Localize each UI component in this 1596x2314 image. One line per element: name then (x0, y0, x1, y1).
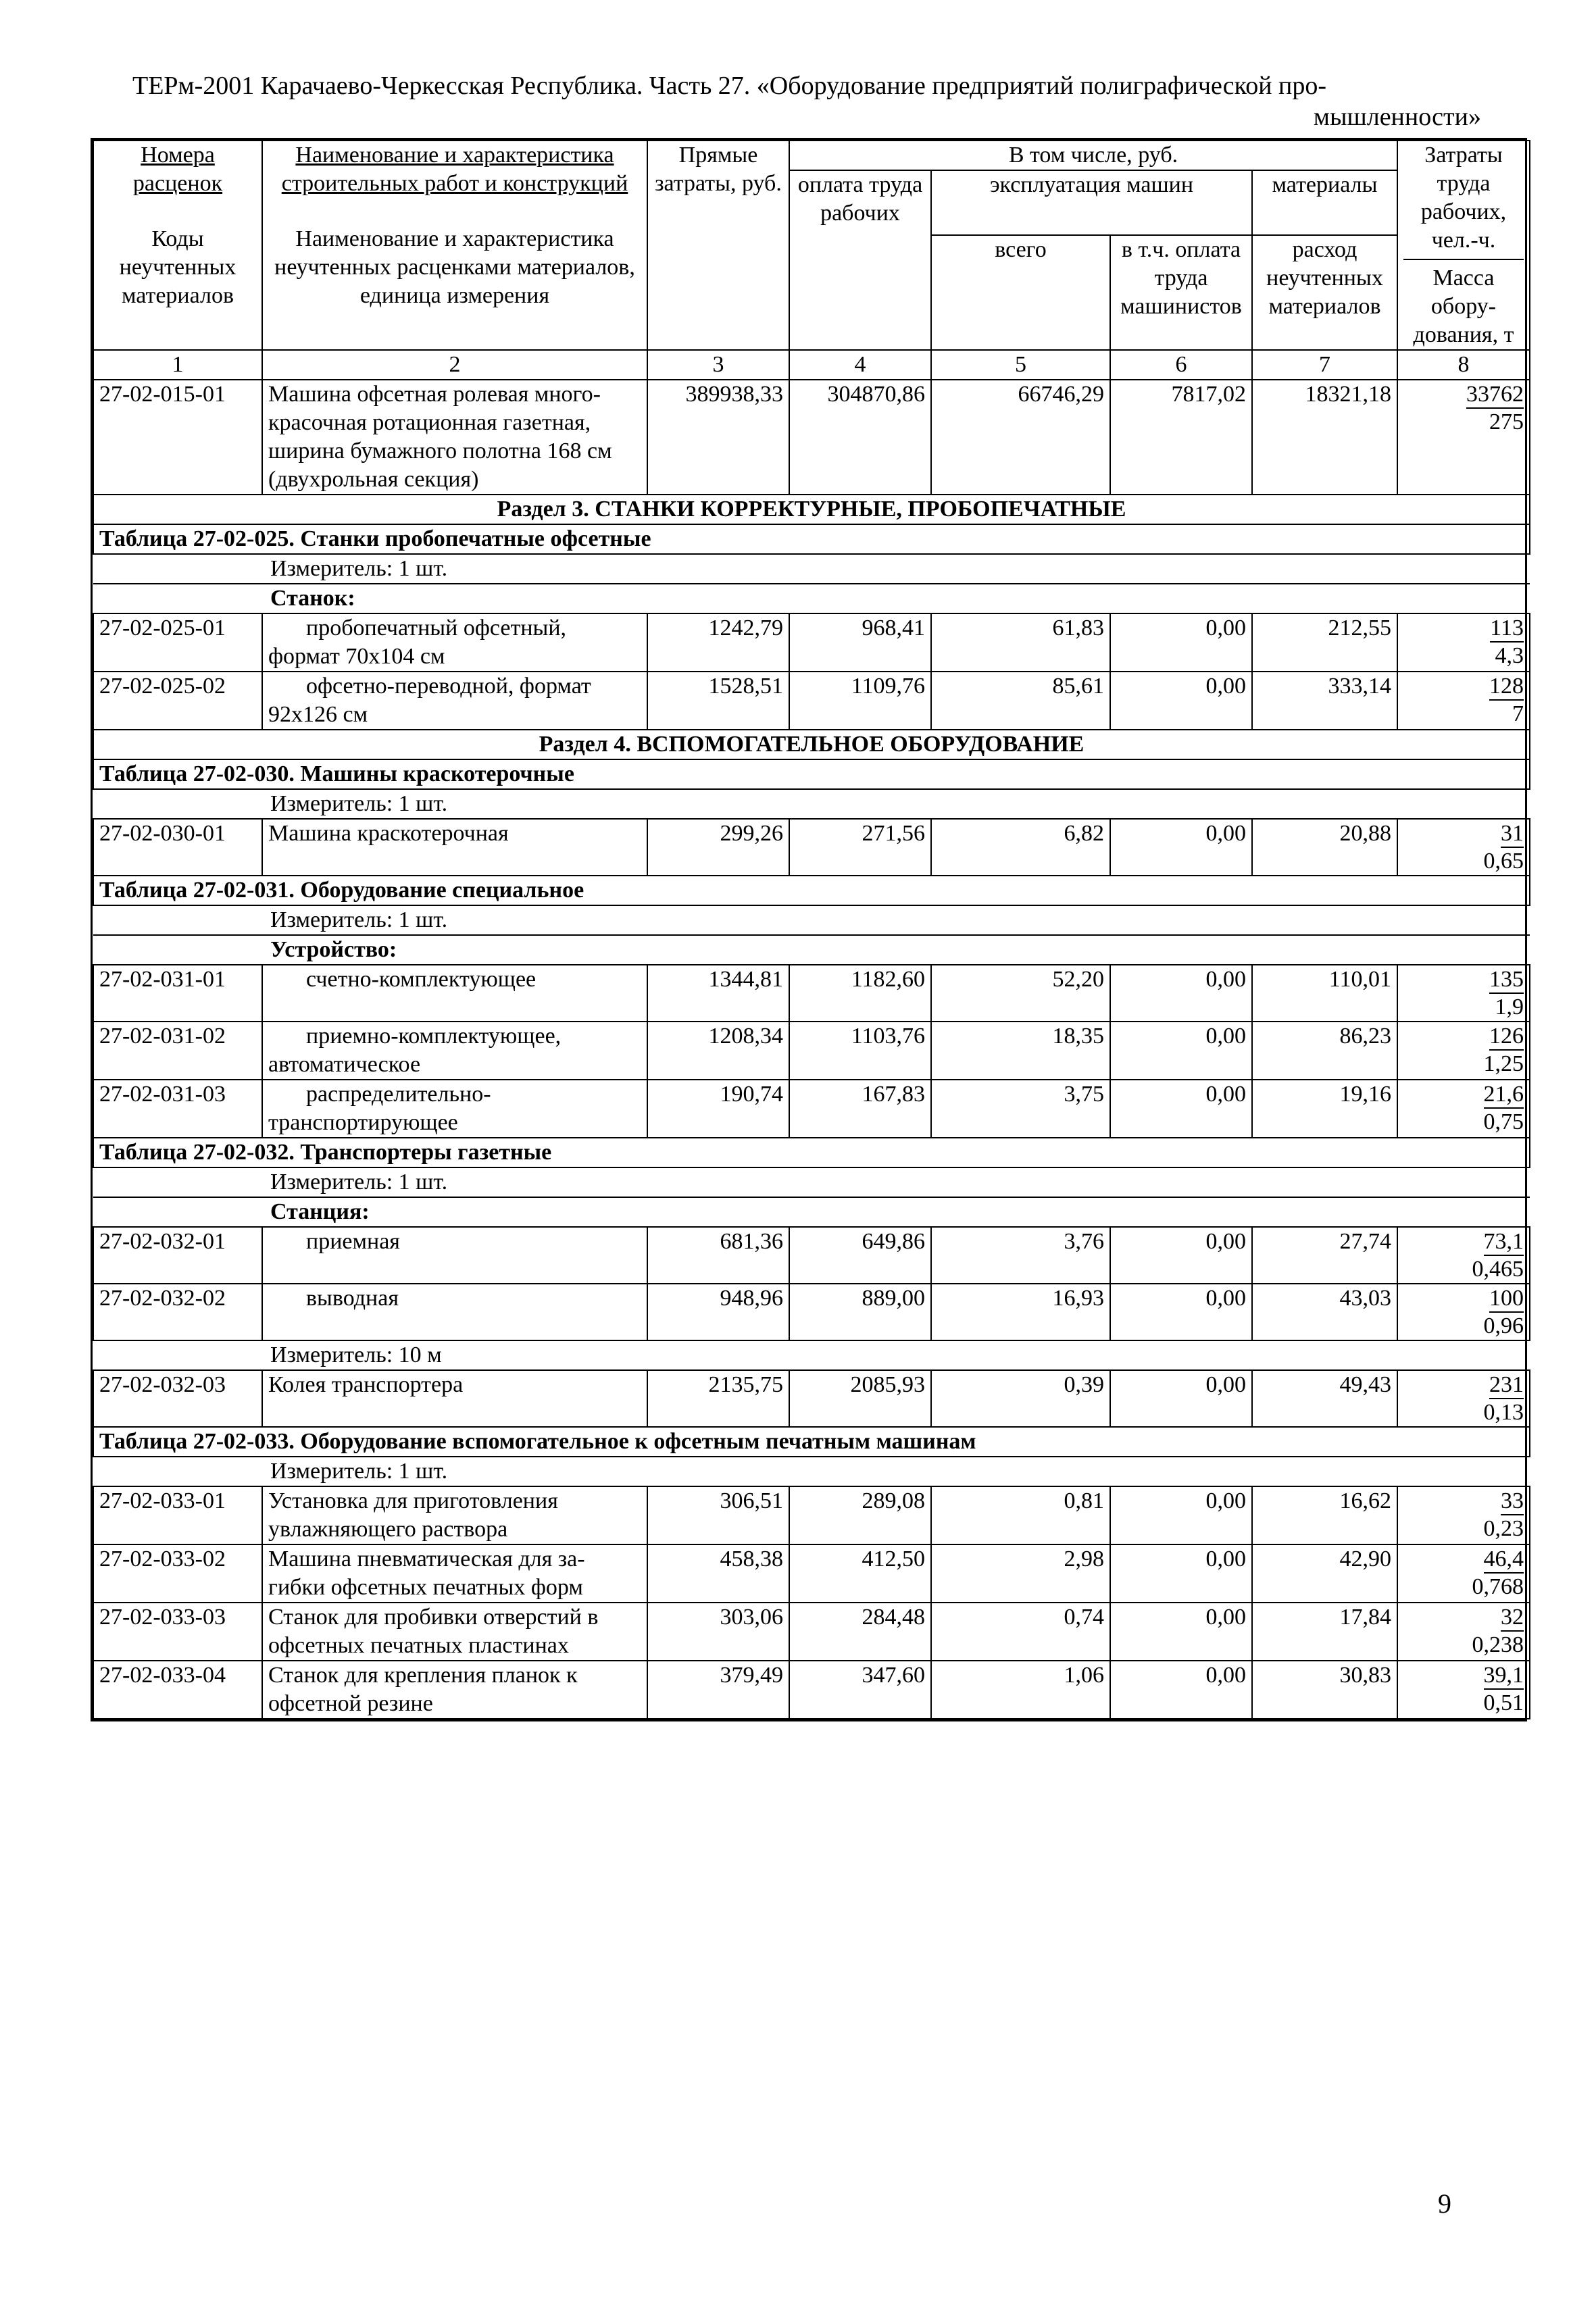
rate-name (262, 1370, 647, 1427)
measure-unit: Измеритель: 10 м (93, 1340, 1530, 1370)
rate-code: 27-02-030-01 (93, 819, 262, 876)
rate-name-line-2: 92x126 см (268, 702, 368, 727)
rate-code: 27-02-031-01 (93, 965, 262, 1022)
machines-incl: 0,00 (1110, 1080, 1252, 1138)
labor-hours-mass (1397, 613, 1530, 672)
page-number: 9 (1438, 2188, 1451, 2219)
rate-code: 27-02-025-02 (93, 672, 262, 730)
labor-hours-mass (1397, 965, 1530, 1022)
page-header (132, 70, 1484, 132)
labor-pay: 284,48 (789, 1603, 931, 1661)
materials-cost: 30,83 (1252, 1661, 1397, 1719)
table-row (93, 1370, 1530, 1427)
labor-hours-mass (1397, 1661, 1530, 1719)
table-row (93, 1603, 1530, 1661)
rate-code: 27-02-025-01 (93, 613, 262, 672)
labor-hours: 113 (1490, 615, 1524, 643)
rate-name-line-2: офсетной резине (268, 1691, 433, 1716)
labor-hours-mass (1397, 672, 1530, 730)
direct-costs: 681,36 (647, 1227, 789, 1284)
labor-hours-mass (1397, 1486, 1530, 1544)
rate-name (262, 1544, 647, 1603)
rate-name (262, 1227, 647, 1284)
rate-name (262, 965, 647, 1022)
materials-cost: 49,43 (1252, 1370, 1397, 1427)
labor-hours: 32 (1501, 1605, 1524, 1632)
direct-costs: 299,26 (647, 819, 789, 876)
rate-code: 27-02-031-03 (93, 1080, 262, 1138)
measure-unit: Измеритель: 1 шт. (93, 1167, 1530, 1197)
rate-name (262, 1486, 647, 1544)
rate-name-line-1: счетно-комплектующее (306, 967, 537, 992)
rate-name-line-1: офсетно-переводной, формат (306, 674, 591, 699)
rate-name-line-1: Колея транспортера (268, 1372, 464, 1397)
rate-name-line-2: гибки офсетных печатных форм (268, 1575, 583, 1600)
machines-total: 1,06 (931, 1661, 1110, 1719)
materials-cost: 42,90 (1252, 1544, 1397, 1603)
materials-cost: 18321,18 (1252, 380, 1397, 495)
table-title: Таблица 27-02-030. Машины краскотерочные (93, 759, 1530, 789)
measure-row (93, 1340, 1530, 1370)
materials-cost: 20,88 (1252, 819, 1397, 876)
group-row (93, 584, 1530, 613)
direct-costs: 948,96 (647, 1284, 789, 1340)
materials-cost: 333,14 (1252, 672, 1397, 730)
labor-pay: 304870,86 (789, 380, 931, 495)
rate-name (262, 672, 647, 730)
materials-cost: 110,01 (1252, 965, 1397, 1022)
direct-costs: 190,74 (647, 1080, 789, 1138)
section-heading-row (93, 495, 1530, 524)
head-material-codes: Коды неучтенных материалов (119, 226, 236, 308)
rate-name (262, 1080, 647, 1138)
machines-total: 3,75 (931, 1080, 1110, 1138)
materials-cost: 27,74 (1252, 1227, 1397, 1284)
head-machines-incl: в т.ч. оплата труда машинистов (1110, 235, 1252, 350)
direct-costs: 306,51 (647, 1486, 789, 1544)
table-row (93, 380, 1530, 495)
labor-hours-mass (1397, 1227, 1530, 1284)
labor-pay: 968,41 (789, 613, 931, 672)
labor-hours-mass (1397, 1603, 1530, 1661)
rate-code: 27-02-032-01 (93, 1227, 262, 1284)
machines-incl: 0,00 (1110, 1661, 1252, 1719)
labor-hours-mass (1397, 1370, 1530, 1427)
machines-incl: 0,00 (1110, 1603, 1252, 1661)
labor-hours: 31 (1501, 821, 1524, 848)
labor-pay: 347,60 (789, 1661, 931, 1719)
machines-incl: 0,00 (1110, 1022, 1252, 1080)
labor-hours: 128 (1489, 674, 1524, 701)
group-row (93, 935, 1530, 965)
labor-hours: 33762 (1466, 382, 1524, 409)
column-number: 1 (93, 350, 262, 380)
table-row (93, 1284, 1530, 1340)
table-row (93, 1661, 1530, 1719)
measure-row (93, 554, 1530, 584)
labor-pay: 649,86 (789, 1227, 931, 1284)
rate-name-line-2: формат 70x104 см (268, 644, 445, 669)
labor-hours-mass (1397, 1080, 1530, 1138)
direct-costs: 1344,81 (647, 965, 789, 1022)
labor-hours: 100 (1489, 1286, 1524, 1313)
machines-incl: 0,00 (1110, 1227, 1252, 1284)
rate-code: 27-02-033-02 (93, 1544, 262, 1603)
direct-costs: 458,38 (647, 1544, 789, 1603)
equipment-mass: 0,51 (1483, 1690, 1524, 1715)
rate-code: 27-02-015-01 (93, 380, 262, 495)
machines-total: 66746,29 (931, 380, 1110, 495)
labor-pay: 889,00 (789, 1284, 931, 1340)
equipment-mass: 1,9 (1495, 995, 1524, 1020)
labor-pay: 1109,76 (789, 672, 931, 730)
machines-incl: 0,00 (1110, 1486, 1252, 1544)
column-number: 2 (262, 350, 647, 380)
table-title: Таблица 27-02-033. Оборудование вспомогательное к офсетным печатным машинам (93, 1427, 1530, 1457)
labor-hours-mass (1397, 380, 1530, 495)
machines-incl: 0,00 (1110, 1370, 1252, 1427)
column-number: 8 (1397, 350, 1530, 380)
machines-total: 3,76 (931, 1227, 1110, 1284)
materials-cost: 86,23 (1252, 1022, 1397, 1080)
machines-incl: 7817,02 (1110, 380, 1252, 495)
machines-total: 61,83 (931, 613, 1110, 672)
group-label: Устройство: (93, 935, 1530, 965)
rate-name-line-2: транспортирующее (268, 1110, 458, 1135)
head-labor-pay: оплата труда рабочих (789, 170, 931, 350)
machines-total: 6,82 (931, 819, 1110, 876)
equipment-mass: 0,65 (1483, 849, 1524, 874)
rate-name-line-1: выводная (306, 1286, 399, 1311)
rate-code: 27-02-031-02 (93, 1022, 262, 1080)
group-label: Станция: (93, 1197, 1530, 1227)
measure-unit: Измеритель: 1 шт. (93, 1457, 1530, 1486)
column-number: 5 (931, 350, 1110, 380)
rate-name (262, 613, 647, 672)
group-row (93, 1197, 1530, 1227)
direct-costs: 2135,75 (647, 1370, 789, 1427)
table-row (93, 819, 1530, 876)
machines-total: 85,61 (931, 672, 1110, 730)
column-number: 4 (789, 350, 931, 380)
table-row (93, 1544, 1530, 1603)
labor-pay: 412,50 (789, 1544, 931, 1603)
labor-hours: 33 (1501, 1488, 1524, 1515)
labor-pay: 1103,76 (789, 1022, 931, 1080)
labor-hours: 39,1 (1484, 1663, 1524, 1690)
materials-cost: 17,84 (1252, 1603, 1397, 1661)
rate-name-line-1: Установка для приготовления (268, 1488, 558, 1513)
rate-name: Машина офсетная ролевая много-красочная ротационная газетная, ширина бумажного полотна 168 см (двухрольная секция) (262, 380, 647, 495)
materials-cost: 212,55 (1252, 613, 1397, 672)
labor-pay: 2085,93 (789, 1370, 931, 1427)
table-row (93, 1227, 1530, 1284)
rate-name (262, 1022, 647, 1080)
labor-hours: 21,6 (1484, 1082, 1524, 1109)
labor-hours: 231 (1489, 1372, 1524, 1399)
head-names (262, 141, 647, 350)
materials-cost: 16,62 (1252, 1486, 1397, 1544)
equipment-mass: 4,3 (1495, 643, 1524, 668)
table-row (93, 613, 1530, 672)
rate-name-line-1: пробопечатный офсетный, (306, 615, 567, 640)
equipment-mass: 0,465 (1472, 1257, 1524, 1282)
direct-costs: 303,06 (647, 1603, 789, 1661)
rate-name-line-1: Машина краскотерочная (268, 821, 509, 846)
measure-row (93, 905, 1530, 935)
table-row (93, 1486, 1530, 1544)
measure-row (93, 1167, 1530, 1197)
equipment-mass: 7 (1512, 701, 1524, 726)
table-heading-row (93, 524, 1530, 554)
materials-cost: 19,16 (1252, 1080, 1397, 1138)
rate-code: 27-02-033-01 (93, 1486, 262, 1544)
equipment-mass: 0,238 (1472, 1632, 1524, 1657)
table-row (93, 672, 1530, 730)
machines-total: 0,81 (931, 1486, 1110, 1544)
table-row (93, 1080, 1530, 1138)
head-direct-costs: Прямые затраты, руб. (647, 141, 789, 350)
labor-hours: 135 (1489, 967, 1524, 994)
table-title: Таблица 27-02-032. Транспортеры газетные (93, 1138, 1530, 1167)
labor-hours-mass (1397, 1544, 1530, 1603)
labor-hours: 73,1 (1484, 1229, 1524, 1256)
table-heading-row (93, 759, 1530, 789)
rates-table (91, 138, 1527, 1721)
measure-unit: Измеритель: 1 шт. (93, 789, 1530, 819)
head-material-name: Наименование и характеристика неучтенных расценками материалов, единица измерения (274, 226, 635, 308)
direct-costs: 1242,79 (647, 613, 789, 672)
machines-total: 16,93 (931, 1284, 1110, 1340)
rate-code: 27-02-033-03 (93, 1603, 262, 1661)
labor-pay: 289,08 (789, 1486, 931, 1544)
materials-cost: 43,03 (1252, 1284, 1397, 1340)
rate-name (262, 1603, 647, 1661)
column-number: 6 (1110, 350, 1252, 380)
measure-unit: Измеритель: 1 шт. (93, 905, 1530, 935)
rate-name (262, 1284, 647, 1340)
table-title: Таблица 27-02-031. Оборудование специальное (93, 876, 1530, 905)
head-materials: материалы (1252, 170, 1397, 235)
machines-incl: 0,00 (1110, 672, 1252, 730)
header-line-2: мышленности» (1313, 103, 1481, 131)
rate-name-line-2: автоматическое (268, 1052, 421, 1077)
table-heading-row (93, 876, 1530, 905)
head-codes (93, 141, 262, 350)
rate-name-line-2: увлажняющего раствора (268, 1517, 508, 1542)
section-title: Раздел 4. ВСПОМОГАТЕЛЬНОЕ ОБОРУДОВАНИЕ (93, 730, 1530, 759)
table-row (93, 1022, 1530, 1080)
head-labor-mass (1397, 141, 1530, 350)
direct-costs: 1528,51 (647, 672, 789, 730)
table-heading-row (93, 1427, 1530, 1457)
equipment-mass: 0,13 (1483, 1400, 1524, 1425)
direct-costs: 379,49 (647, 1661, 789, 1719)
rates-grid (93, 140, 1530, 1719)
column-numbers-row (93, 350, 1530, 380)
rate-code: 27-02-032-03 (93, 1370, 262, 1427)
equipment-mass: 0,96 (1483, 1313, 1524, 1338)
machines-total: 0,39 (931, 1370, 1110, 1427)
machines-incl: 0,00 (1110, 819, 1252, 876)
labor-pay: 271,56 (789, 819, 931, 876)
rate-code: 27-02-033-04 (93, 1661, 262, 1719)
equipment-mass: 275 (1489, 409, 1524, 434)
labor-pay: 1182,60 (789, 965, 931, 1022)
machines-total: 0,74 (931, 1603, 1110, 1661)
table-head-row-1 (93, 141, 1530, 170)
machines-total: 2,98 (931, 1544, 1110, 1603)
equipment-mass: 0,768 (1472, 1574, 1524, 1599)
labor-hours: 46,4 (1484, 1546, 1524, 1574)
column-number: 7 (1252, 350, 1397, 380)
head-rate-numbers: Номера расценок (132, 143, 223, 196)
machines-incl: 0,00 (1110, 1544, 1252, 1603)
labor-hours-mass (1397, 1284, 1530, 1340)
machines-total: 52,20 (931, 965, 1110, 1022)
head-work-name: Наименование и характеристика строительных работ и конструкций (281, 143, 628, 196)
group-label: Станок: (93, 584, 1530, 613)
labor-hours-mass (1397, 1022, 1530, 1080)
column-number: 3 (647, 350, 789, 380)
table-title: Таблица 27-02-025. Станки пробопечатные офсетные (93, 524, 1530, 554)
machines-total: 18,35 (931, 1022, 1110, 1080)
rate-name-line-2: офсетных печатных пластинах (268, 1633, 569, 1658)
rate-name (262, 1661, 647, 1719)
rate-name (262, 819, 647, 876)
machines-incl: 0,00 (1110, 1284, 1252, 1340)
equipment-mass: 0,23 (1483, 1516, 1524, 1541)
labor-hours-mass (1397, 819, 1530, 876)
head-machines-total: всего (931, 235, 1110, 350)
measure-row (93, 1457, 1530, 1486)
section-heading-row (93, 730, 1530, 759)
rate-name-line-1: приемная (306, 1229, 400, 1254)
rate-name-line-1: Станок для пробивки отверстий в (268, 1605, 599, 1630)
direct-costs: 389938,33 (647, 380, 789, 495)
machines-incl: 0,00 (1110, 965, 1252, 1022)
measure-unit: Измеритель: 1 шт. (93, 554, 1530, 584)
head-including: В том числе, руб. (789, 141, 1397, 170)
measure-row (93, 789, 1530, 819)
direct-costs: 1208,34 (647, 1022, 789, 1080)
equipment-mass: 0,75 (1483, 1109, 1524, 1134)
rate-name-line-1: Машина пневматическая для за- (268, 1546, 585, 1571)
table-heading-row (93, 1138, 1530, 1167)
rate-name-line-1: распределительно- (306, 1082, 491, 1107)
rate-name-line-1: приемно-комплектующее, (306, 1024, 562, 1049)
labor-pay: 167,83 (789, 1080, 931, 1138)
machines-incl: 0,00 (1110, 613, 1252, 672)
table-row (93, 965, 1530, 1022)
rate-name-line-1: Станок для крепления планок к (268, 1663, 578, 1688)
section-title: Раздел 3. СТАНКИ КОРРЕКТУРНЫЕ, ПРОБОПЕЧАТНЫЕ (93, 495, 1530, 524)
rate-code: 27-02-032-02 (93, 1284, 262, 1340)
header-line-1: ТЕРм-2001 Карачаево-Черкесская Республика. Часть 27. «Оборудование предприятий полиграфической про- (132, 72, 1327, 100)
equipment-mass: 1,25 (1483, 1051, 1524, 1076)
head-equipment-mass: Масса обору-дования, т (1413, 266, 1514, 347)
labor-hours: 126 (1489, 1024, 1524, 1051)
head-machines: эксплуатация машин (931, 170, 1252, 235)
head-materials-expense: расход неучтенных материалов (1252, 235, 1397, 350)
head-labor-hours: Затраты труда рабочих, чел.-ч. (1403, 141, 1524, 260)
